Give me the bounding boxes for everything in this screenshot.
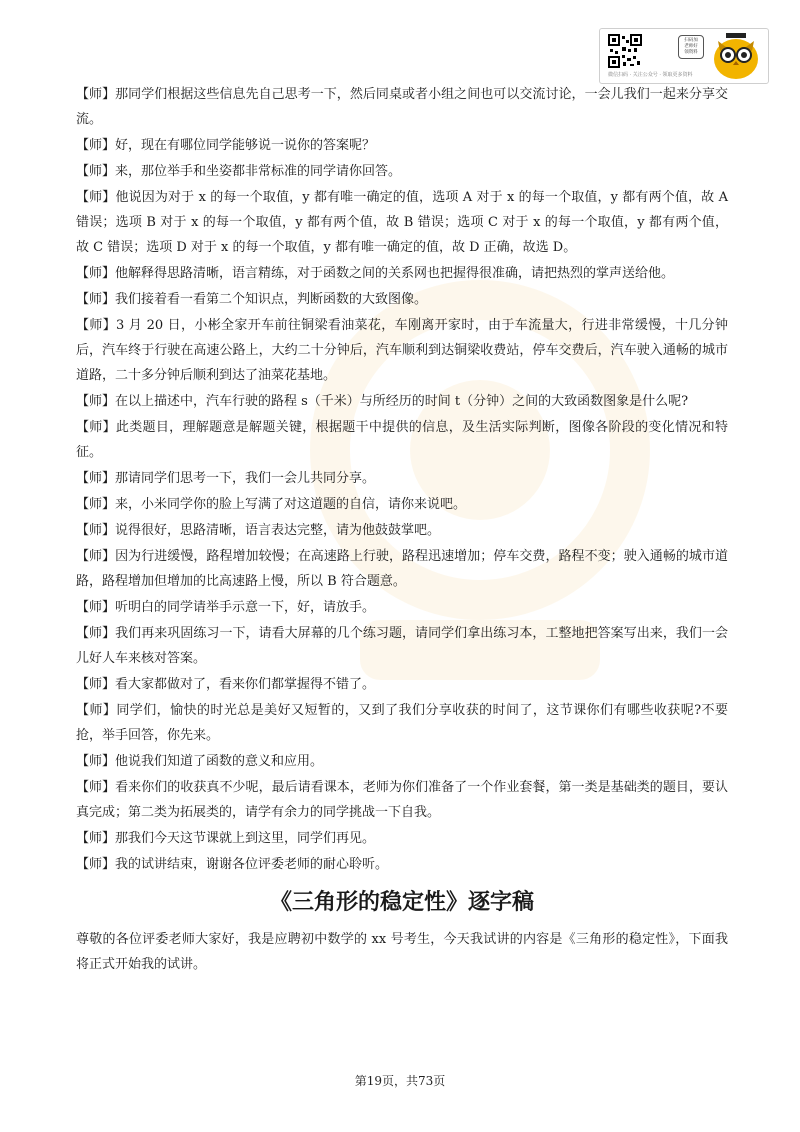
owl-mascot-icon <box>708 31 764 81</box>
qr-code-icon <box>608 34 642 68</box>
dialogue-paragraph: 【师】同学们，愉快的时光总是美好又短暂的，又到了我们分享收获的时间了，这节课你们有哪些收获呢?不要抢，举手回答，你先来。 <box>76 703 728 743</box>
dialogue-paragraph: 【师】他解释得思路清晰，语言精练，对于函数之间的关系网也把握得很准确，请把热烈的掌声送给他。 <box>76 266 675 281</box>
dialogue-paragraph: 【师】他说我们知道了函数的意义和应用。 <box>76 754 324 769</box>
section-title: 《三角形的稳定性》逐字稿 <box>269 889 534 915</box>
dialogue-paragraph: 【师】我的试讲结束，谢谢各位评委老师的耐心聆听。 <box>76 857 389 872</box>
dialogue-paragraph: 【师】说得很好，思路清晰，语言表达完整，请为他鼓鼓掌吧。 <box>76 523 441 538</box>
dialogue-paragraph: 【师】因为行进缓慢，路程增加较慢；在高速路上行驶，路程迅速增加；停车交费，路程不变；驶入通畅的城市道路，路程增加但增加的比高速路上慢，所以 B 符合题意。 <box>76 549 728 589</box>
page-number: 第19页，共73页 <box>354 1074 446 1088</box>
dialogue-paragraph: 【师】来，那位举手和坐姿都非常标准的同学请你回答。 <box>76 164 402 179</box>
document-body <box>76 82 728 978</box>
dialogue-paragraph: 【师】看大家都做对了，看来你们都掌握得不错了。 <box>76 677 376 692</box>
dialogue-paragraph: 【师】那同学们根据这些信息先自己思考一下，然后同桌或者小组之间也可以交流讨论，一会儿我们一起来分享交流。 <box>76 87 728 127</box>
dialogue-paragraph: 【师】我们再来巩固练习一下，请看大屏幕的几个练习题，请同学们拿出练习本，工整地把答案写出来，我们一会儿好人车来核对答案。 <box>76 626 728 666</box>
dialogue-paragraph: 【师】他说因为对于 x 的每一个取值，y 都有唯一确定的值，选项 A 对于 x 的每一个取值，y 都有两个值，故 A 错误；选项 B 对于 x 的每一个取值，y 都有两个值，故 B 错误；选项 C 对于 x 的每一个取值，y 都有两个值，故 C 错误；选项 D 对于 x 的每一个取值，y 都有唯一确定的值，故 D 正确，故选 D。 <box>76 190 728 255</box>
dialogue-paragraph: 【师】听明白的同学请举手示意一下，好，请放手。 <box>76 600 376 615</box>
dialogue-paragraph: 【师】那请同学们思考一下，我们一会儿共同分享。 <box>76 471 376 486</box>
dialogue-paragraph: 【师】此类题目，理解题意是解题关键，根据题干中提供的信息，及生活实际判断，图像各阶段的变化情况和特征。 <box>76 420 728 460</box>
dialogue-paragraph: 【师】在以上描述中，汽车行驶的路程 s（千米）与所经历的时间 t（分钟）之间的大致函数图象是什么呢? <box>76 394 689 409</box>
header-logo-badge <box>599 28 769 84</box>
header-caption: 微信扫码 · 关注公众号 · 领取更多资料 <box>608 72 693 78</box>
header-bubble: 扫码加 老师好 领资料 <box>678 35 704 59</box>
dialogue-paragraph: 【师】好，现在有哪位同学能够说一说你的答案呢？ <box>76 138 376 153</box>
dialogue-paragraph: 【师】来，小米同学你的脸上写满了对这道题的自信，请你来说吧。 <box>76 497 467 512</box>
dialogue-paragraph: 【师】看来你们的收获真不少呢，最后请看课本，老师为你们准备了一个作业套餐，第一类是基础类的题目，要认真完成；第二类为拓展类的，请学有余力的同学挑战一下自我。 <box>76 780 728 820</box>
dialogue-paragraph: 【师】3 月 20 日，小彬全家开车前往铜梁看油菜花，车刚离开家时，由于车流量大，行进非常缓慢，十几分钟后，汽车终于行驶在高速公路上，大约二十分钟后，汽车顺利到达铜梁收费站，停车交费后，汽车驶入通畅的城市道路，二十多分钟后顺利到达了油菜花基地。 <box>76 318 728 383</box>
dialogue-paragraph: 【师】我们接着看一看第二个知识点，判断函数的大致图像。 <box>76 292 428 307</box>
intro-paragraph: 尊敬的各位评委老师大家好，我是应聘初中数学的 xx 号考生，今天我试讲的内容是《三角形的稳定性》，下面我将正式开始我的试讲。 <box>76 932 728 972</box>
dialogue-paragraph: 【师】那我们今天这节课就上到这里，同学们再见。 <box>76 831 376 846</box>
